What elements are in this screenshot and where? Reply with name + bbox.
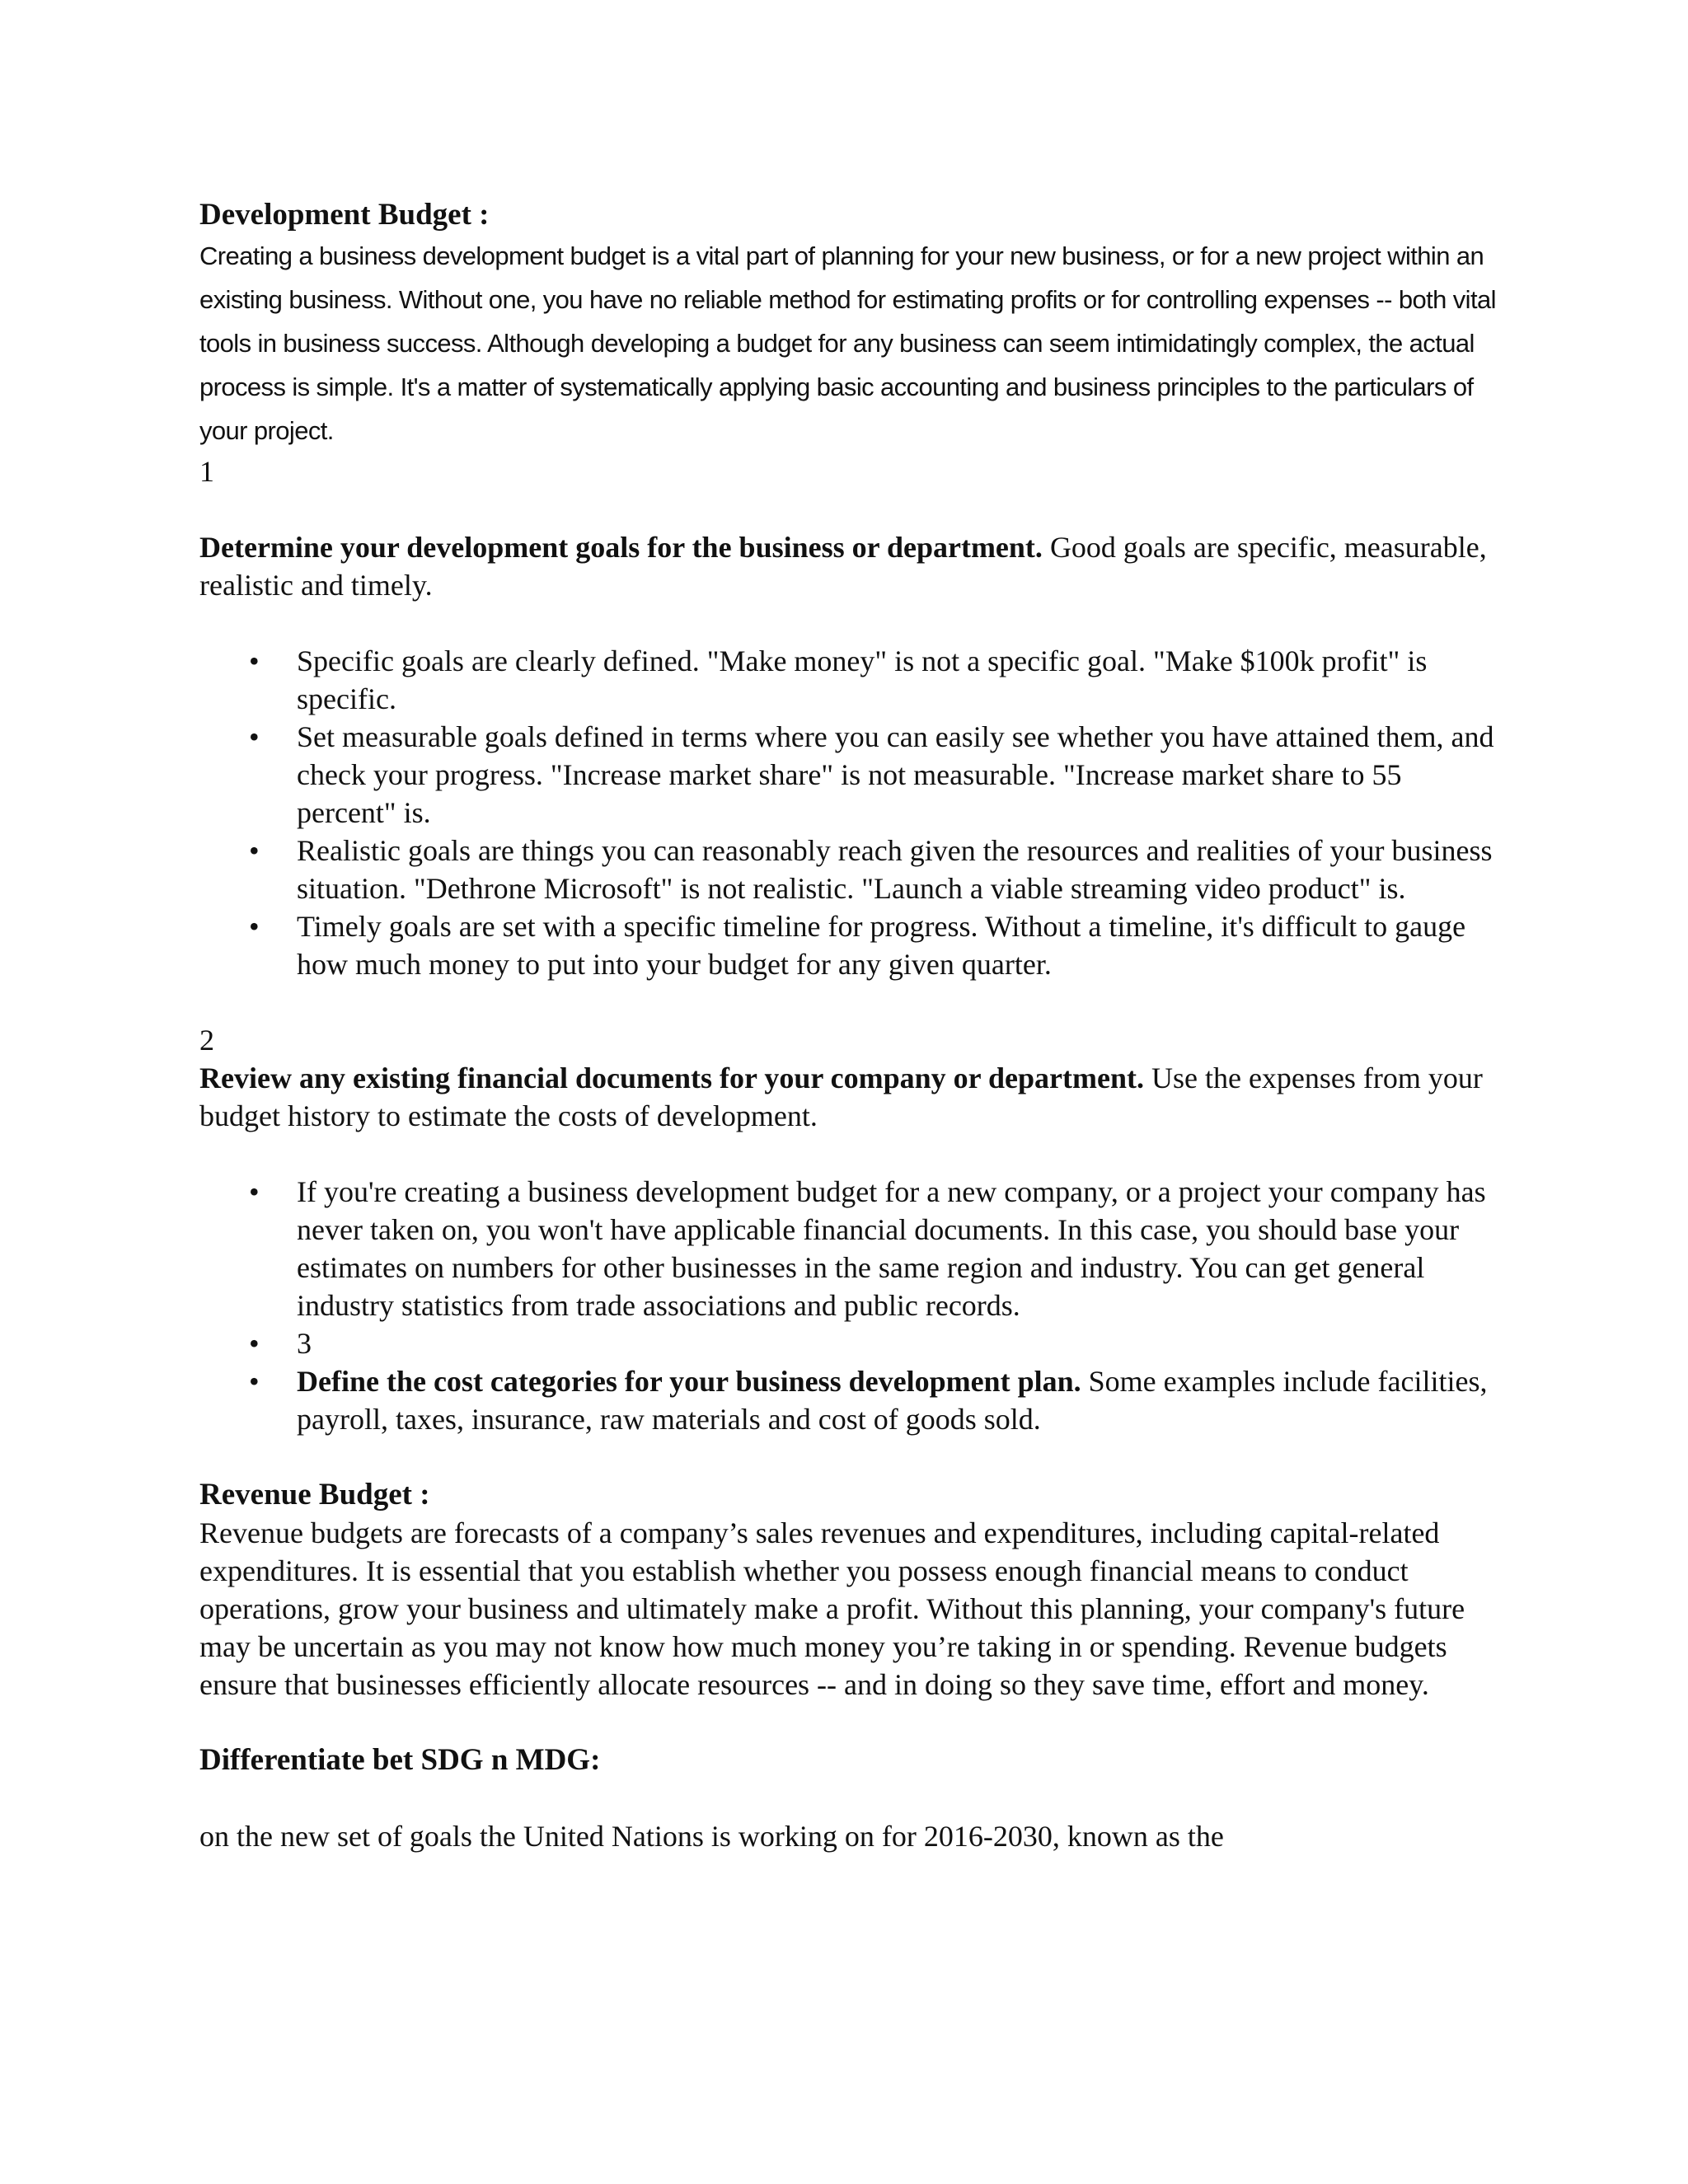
bullet-icon: • [249, 720, 260, 753]
revenue-budget-text: Revenue budgets are forecasts of a company’s sales revenues and expenditures, including capital-related expenditures. It is essential that you establish whether you possess enough financial means to conduct operations, grow your business and ultimately make a profit. Without this planning, your company's future may be uncertain as you may not know how much money you’re taking in or spending. Revenue budgets ensure that businesses efficiently allocate resources -- and in doing so they save time, effort and money. [199, 1516, 1465, 1701]
list-item [199, 1173, 1502, 1324]
revenue-budget-heading: Revenue Budget : [199, 1478, 430, 1511]
step2-text: Use the expenses from your budget history to estimate the costs of development. [199, 1062, 1483, 1132]
step-number-2: 2 [199, 1024, 214, 1057]
sdg-mdg-text: on the new set of goals the United Nations is working on for 2016-2030, known as the [199, 1820, 1224, 1853]
step2-lead: Review any existing financial documents for your company or department. [199, 1062, 1144, 1094]
list-item-text: Timely goals are set with a specific timeline for progress. Without a timeline, it's difficult to gauge how much money to put into your budget for any given quarter. [297, 910, 1466, 981]
bullet-icon: • [249, 1327, 260, 1360]
list-item-text: If you're creating a business development budget for a new company, or a project your company has never taken on, you won't have applicable financial documents. In this case, you should base your estimates on numbers for other businesses in the same region and industry. You can get general industry statistics from trade associations and public records. [297, 1175, 1486, 1322]
step1-lead: Determine your development goals for the business or department. [199, 531, 1043, 564]
review-bullet-list [199, 1173, 1502, 1438]
list-item-text: Realistic goals are things you can reasonably reach given the resources and realities of your business situation. "Dethrone Microsoft" is not realistic. "Launch a viable streaming video product" is. [297, 834, 1493, 905]
list-item [199, 907, 1502, 983]
list-item [199, 1324, 1502, 1362]
list-item-text: Set measurable goals defined in terms where you can easily see whether you have attained them, and check your progress. "Increase market share" is not measurable. "Increase market share to 55 percent" is. [297, 720, 1494, 829]
step-number-1: 1 [199, 455, 214, 488]
development-budget-heading: Development Budget : [199, 198, 490, 232]
bullet-icon: • [249, 1175, 260, 1208]
bullet-icon: • [249, 1365, 260, 1398]
step1-text: Good goals are specific, measurable, realistic and timely. [199, 531, 1487, 602]
list-item-text: Some examples include facilities, payroll, taxes, insurance, raw materials and cost of goods sold. [297, 1365, 1488, 1436]
list-item [199, 1362, 1502, 1438]
list-item-lead: Define the cost categories for your business development plan. [297, 1365, 1081, 1398]
list-item [199, 832, 1502, 907]
bullet-icon: • [249, 834, 260, 867]
document-content [199, 196, 1502, 1855]
sdg-mdg-heading: Differentiate bet SDG n MDG: [199, 1743, 601, 1777]
list-item-text: 3 [297, 1327, 312, 1360]
step1-paragraph [199, 528, 1502, 604]
goals-bullet-list [199, 642, 1502, 983]
bullet-icon: • [249, 910, 260, 943]
list-item [199, 642, 1502, 718]
list-item-text: Specific goals are clearly defined. "Make money" is not a specific goal. "Make $100k profit" is specific. [297, 644, 1428, 715]
list-item [199, 718, 1502, 832]
bullet-icon: • [249, 644, 260, 677]
step2-paragraph [199, 1059, 1502, 1135]
development-budget-intro: Creating a business development budget is a vital part of planning for your new business, or for a new project within an existing business. Without one, you have no reliable method for estimating profits or for controlling expenses -- both vital tools in business success. Although developing a budget for any business can seem intimidatingly complex, the actual process is simple. It's a matter of systematically applying basic accounting and business principles to the particulars of your project. [199, 241, 1496, 445]
